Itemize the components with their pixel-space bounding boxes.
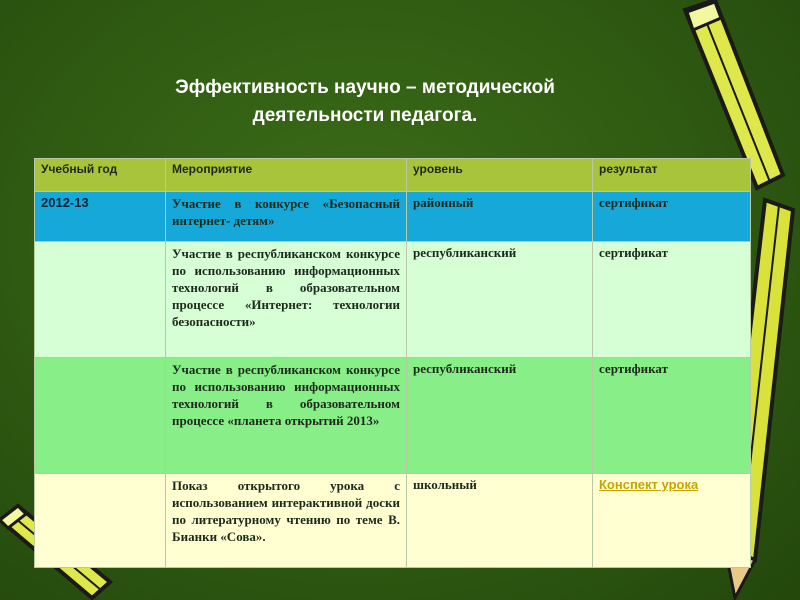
header-event: Мероприятие xyxy=(166,159,407,192)
slide-title xyxy=(100,74,630,130)
cell-result: сертификат xyxy=(593,242,751,358)
table-row xyxy=(35,192,751,242)
cell-event: Участие в республиканском конкурсе по использованию информационных технологий в образовательном процессе «Интернет: технологии безопасности» xyxy=(166,242,407,358)
slide-title-line-1: Эффективность научно – методической xyxy=(175,77,555,98)
cell-level: школьный xyxy=(407,474,593,568)
header-year: Учебный год xyxy=(35,159,166,192)
cell-level: республиканский xyxy=(407,358,593,474)
cell-year: 2012-13 xyxy=(35,192,166,242)
cell-year xyxy=(35,242,166,358)
header-result: результат xyxy=(593,159,751,192)
cell-event: Участие в республиканском конкурсе по использованию информационных технологий в образовательном процессе «планета открытий 2013» xyxy=(166,358,407,474)
cell-event: Показ открытого урока с использованием интерактивной доски по литературному чтению по теме В. Бианки «Сова». xyxy=(166,474,407,568)
cell-result: сертификат xyxy=(593,192,751,242)
table-row xyxy=(35,358,751,474)
cell-result: сертификат xyxy=(593,358,751,474)
header-level: уровень xyxy=(407,159,593,192)
activities-table xyxy=(34,158,751,568)
cell-event: Участие в конкурсе «Безопасный интернет- детям» xyxy=(166,192,407,242)
cell-year xyxy=(35,474,166,568)
slide-title-line-2: деятельности педагога. xyxy=(252,105,478,126)
cell-level: районный xyxy=(407,192,593,242)
table-row xyxy=(35,242,751,358)
lesson-notes-link[interactable]: Конспект урока xyxy=(599,477,699,492)
table-row xyxy=(35,474,751,568)
table-header-row xyxy=(35,159,751,192)
cell-result xyxy=(593,474,751,568)
cell-year xyxy=(35,358,166,474)
cell-level: республиканский xyxy=(407,242,593,358)
